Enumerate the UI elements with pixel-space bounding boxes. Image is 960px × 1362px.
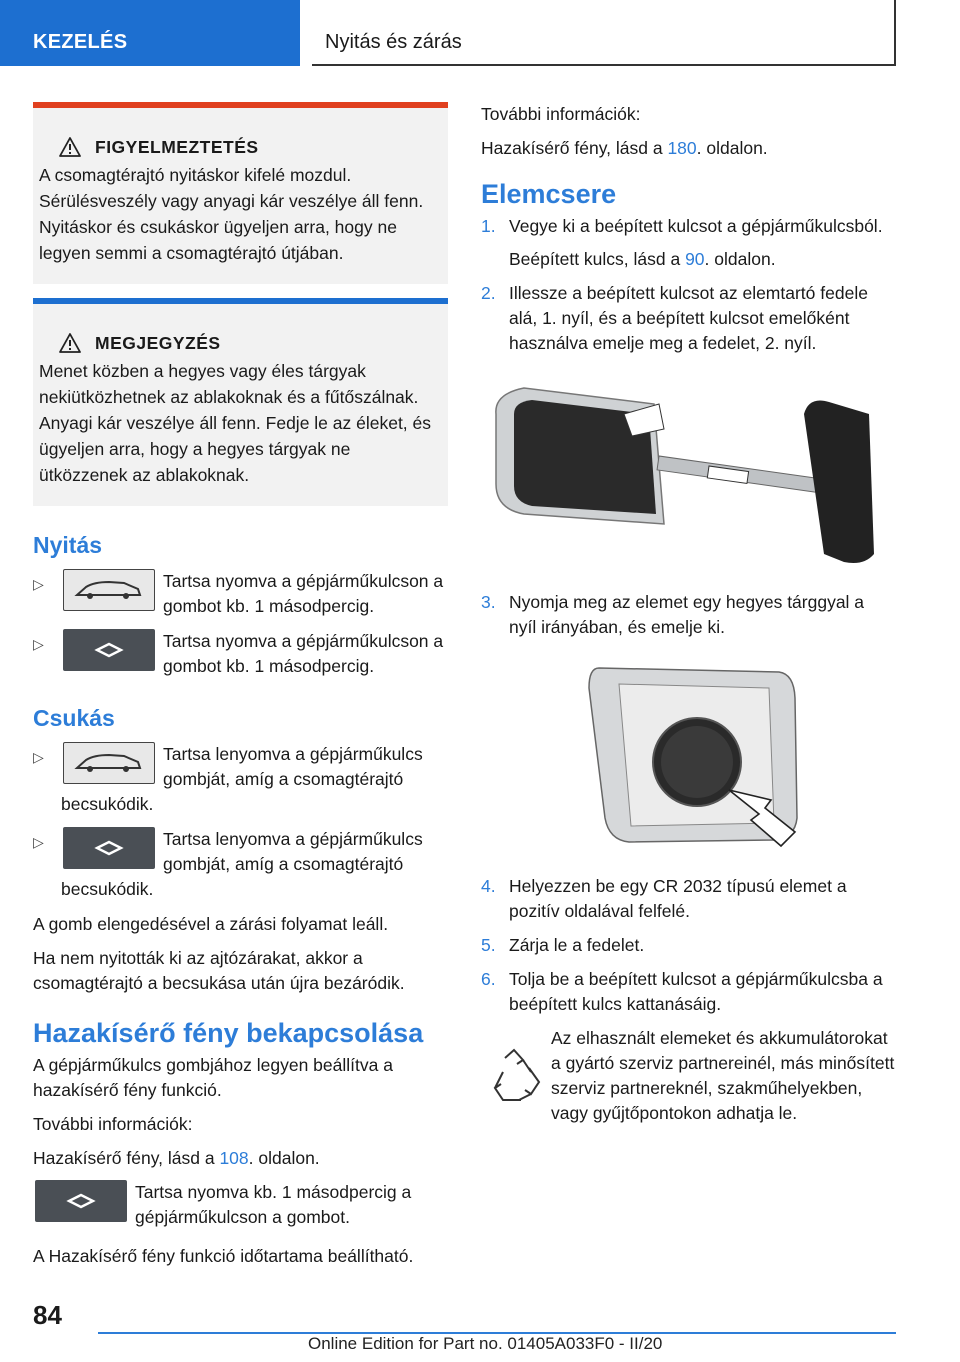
key-fob-button-icon — [63, 827, 155, 869]
heading-elemcsere: Elemcsere — [481, 179, 617, 209]
paragraph — [481, 136, 896, 161]
section-tab: KEZELÉS — [0, 0, 300, 66]
note-triangle-icon — [59, 333, 81, 353]
triangle-bullet-icon: ▷ — [33, 636, 44, 652]
list-item — [33, 569, 448, 619]
warning-text: A csomagtérajtó nyitáskor kifelé mozdul. Sérülésveszély vagy anyagi kár veszélye áll fenn. Nyitáskor és csukáskor ügyeljen arra, hogy ne legyen semmi a csomagtérajtó útjában. — [39, 165, 424, 263]
page-link[interactable]: 90 — [685, 249, 705, 269]
text-segment: . oldalon. — [696, 138, 768, 158]
list-item-text: Tartsa lenyomva a gépjárműkulcs gombját, amíg a csomagtérajtó becsukódik. — [61, 829, 423, 899]
triangle-bullet-icon: ▷ — [33, 834, 44, 850]
warning-header — [39, 134, 440, 160]
heading-nyitas: Nyitás — [33, 532, 103, 558]
note-text: Menet közben a hegyes vagy éles tárgyak nekiütközhetnek az ablakoknak és a fűtőszálnak. Anyagi kár veszélye áll fenn. Fedje le az éleket, és ügyeljen arra, hogy a hegyes tárgyak ne ütközzenek az ablakoknak. — [39, 361, 432, 485]
paragraph: Ha nem nyitották ki az ajtózárakat, akkor a csomagtérajtó a becsukása után újra bezáródik. — [33, 948, 405, 993]
text-segment: . oldalon. — [704, 249, 776, 269]
list-item-text: Tartsa nyomva a gépjárműkulcson a gombot kb. 1 másodpercig. — [163, 571, 444, 616]
step-number: 6. — [481, 969, 496, 989]
car-trunk-button-icon — [63, 742, 155, 784]
step-extra — [509, 247, 896, 272]
battery-removal-illustration — [481, 658, 896, 858]
recycle-icon — [483, 1046, 545, 1108]
step-item — [481, 281, 896, 356]
heading-hazakisero: Hazakísérő fény bekapcsolása — [33, 1018, 424, 1048]
step-number: 4. — [481, 876, 496, 896]
warning-title: FIGYELMEZTETÉS — [95, 137, 259, 157]
paragraph: További információk: — [33, 1114, 193, 1134]
step-text: Illessze a beépített kulcsot az elemtartó fedele alá, 1. nyíl, és a beépített kulcsot emelőként használva emelje meg a fedelet, 2. nyíl. — [509, 283, 868, 353]
recycle-note — [481, 1026, 896, 1126]
instruction-text: Tartsa nyomva kb. 1 másodpercig a gépjárműkulcson a gombot. — [135, 1182, 412, 1227]
page-link[interactable]: 108 — [219, 1148, 249, 1168]
list-item-text: Tartsa lenyomva a gépjárműkulcs gombját, amíg a csomagtérajtó becsukódik. — [61, 744, 423, 814]
step-item — [481, 590, 896, 640]
paragraph — [33, 1146, 448, 1171]
note-title: MEGJEGYZÉS — [95, 333, 221, 353]
step-item — [481, 214, 896, 272]
key-fob-button-icon — [63, 629, 155, 671]
car-trunk-button-icon — [63, 569, 155, 611]
paragraph: A Hazakísérő fény funkció időtartama beállítható. — [33, 1246, 414, 1266]
list-item-text: Tartsa nyomva a gépjárműkulcson a gombot kb. 1 másodpercig. — [163, 631, 444, 676]
step-item — [481, 933, 896, 958]
warning-triangle-icon — [59, 137, 81, 157]
page-number: 84 — [33, 1300, 62, 1330]
list-item — [33, 629, 448, 679]
footer-edition: Online Edition for Part no. 01405A033F0 - II/20 — [308, 1334, 663, 1353]
step-text: Zárja le a fedelet. — [509, 935, 645, 955]
button-instruction — [33, 1180, 448, 1230]
text-segment: Hazakísérő fény, lásd a — [481, 138, 668, 158]
recycle-text: Az elhasznált elemeket és akkumulátorokat a gyártó szerviz partnereinél, más minősített szerviz partnereknél, szakműhelyekben, vagy gyűjtőpontokon adhatja le. — [551, 1028, 895, 1123]
step-text: Tolja be a beépített kulcsot a gépjárműkulcsba a beépített kulcs kattanásáig. — [509, 969, 883, 1014]
step-item — [481, 874, 896, 924]
step-text: Nyomja meg az elemet egy hegyes tárggyal a nyíl irányában, és emelje ki. — [509, 592, 865, 637]
page-header — [0, 0, 960, 66]
paragraph: További információk: — [481, 104, 641, 124]
text-segment: Hazakísérő fény, lásd a — [33, 1148, 220, 1168]
note-box — [33, 298, 448, 506]
paragraph: A gomb elengedésével a zárási folyamat leáll. — [33, 914, 389, 934]
key-fob-button-icon — [35, 1180, 127, 1222]
step-number: 2. — [481, 283, 496, 303]
step-number: 5. — [481, 935, 496, 955]
heading-csukas: Csukás — [33, 705, 115, 731]
left-column — [33, 102, 448, 1278]
paragraph: A gépjárműkulcs gombjához legyen beállítva a hazakísérő fény funkció. — [33, 1055, 393, 1100]
step-text: Vegye ki a beépített kulcsot a gépjárműkulcsból. — [509, 216, 883, 236]
text-segment: . oldalon. — [248, 1148, 320, 1168]
text-segment: Beépített kulcs, lásd a — [509, 249, 686, 269]
triangle-bullet-icon: ▷ — [33, 749, 44, 765]
list-item — [33, 827, 448, 902]
triangle-bullet-icon: ▷ — [33, 576, 44, 592]
step-number: 1. — [481, 216, 496, 236]
key-cover-removal-illustration — [481, 374, 896, 574]
warning-box — [33, 102, 448, 284]
step-number: 3. — [481, 592, 496, 612]
note-header — [39, 330, 440, 356]
list-item — [33, 742, 448, 817]
step-item — [481, 967, 896, 1017]
right-column — [481, 102, 896, 1126]
step-text: Helyezzen be egy CR 2032 típusú elemet a pozitív oldalával felfelé. — [509, 876, 847, 921]
page-link[interactable]: 180 — [667, 138, 697, 158]
chapter-title: Nyitás és zárás — [312, 0, 896, 66]
